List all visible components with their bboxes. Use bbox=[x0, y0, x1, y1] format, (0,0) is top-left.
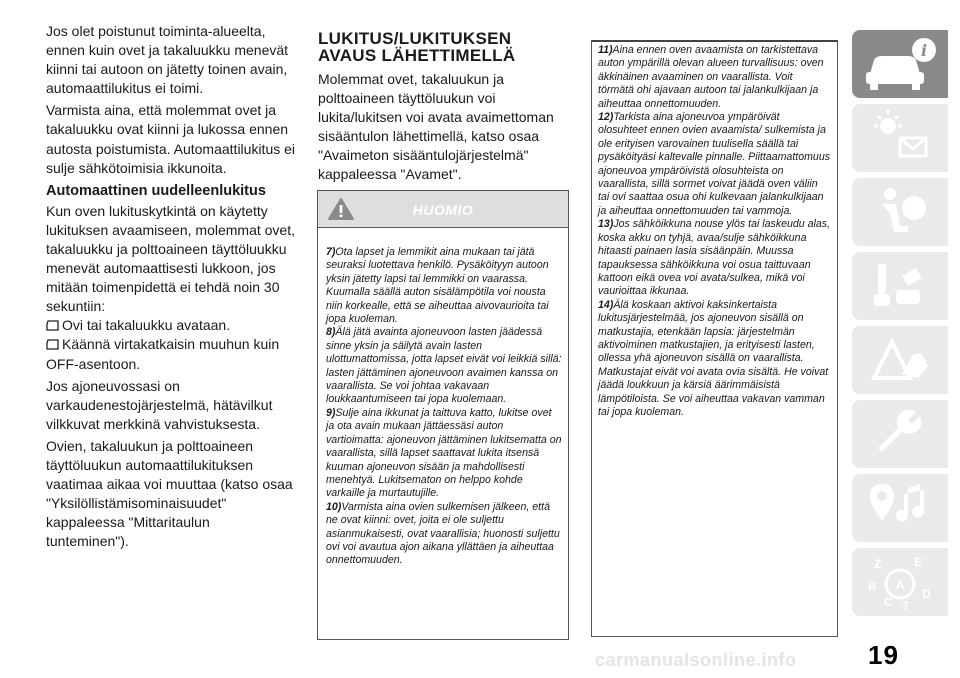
paragraph: Ovien, takaluukun ja polttoaineen täyttöluukun automaattilukituksen vaatimaa aikaa voi muuttaa (katso osaa "Yksilöllistämisominaisuudet" kappaleessa "Mittaritaulun tunteminen"). bbox=[46, 437, 293, 550]
tab-index[interactable] bbox=[852, 548, 948, 616]
tab-breakdown[interactable] bbox=[852, 326, 948, 394]
index-letter: C bbox=[884, 595, 893, 609]
note-text: Älä koskaan aktivoi kaksinkertaista lukitusjärjestelmää, jos ajoneuvon sisällä on matkustajia, etenkään lapsia: järjestelmän aktivoiminen matkustajien, ja erityisesti lasten, ollessa yhä ajoneuvon sisällä on vaarallista. Matkustajat eivät voi avata ovia sisältä. He voivat jäädä loukkuun ja kärsiä äärimmäisistä lämpötiloista. Se voi aiheuttaa vakavan vamman tai jopa kuoleman. bbox=[598, 298, 829, 418]
note-text: Älä jätä avainta ajoneuvoon lasten jäädessä sinne yksin ja säilytä avain lasten ulottumattomissa, jotta lapset eivät voi leikkiä sillä: lasten jättäminen ajoneuvoon avaimen kanssa on vaarallista. Se voi johtaa vakavaan loukkaantumiseen tai jopa kuolemaan. bbox=[326, 326, 562, 406]
car-door-bullet-icon bbox=[46, 320, 59, 331]
page-number: 19 bbox=[868, 640, 899, 670]
column-middle bbox=[318, 30, 568, 185]
note-number: 7) bbox=[326, 246, 336, 258]
section-title bbox=[318, 30, 568, 64]
section-title-line: AVAUS LÄHETTIMELLÄ bbox=[318, 46, 516, 65]
note-number: 14) bbox=[598, 298, 614, 311]
box-top-rule bbox=[592, 40, 837, 42]
tab-airbag[interactable] bbox=[852, 178, 948, 246]
paragraph: Jos olet poistunut toiminta-alueelta, ennen kuin ovet ja takaluukku menevät kiinni tai autoon on jätetty toinen avain, automaattilukitus ei toimi. bbox=[46, 23, 289, 97]
warning-note bbox=[326, 407, 562, 501]
section-heading: Automaattinen uudelleenlukitus bbox=[46, 182, 266, 199]
index-letter: D bbox=[922, 587, 931, 601]
note-number: 12) bbox=[598, 111, 614, 124]
breakdown-icon bbox=[852, 326, 948, 394]
list-item-text: Ovi tai takaluukku avataan. bbox=[62, 317, 231, 334]
warning-body bbox=[592, 40, 837, 419]
warning-note bbox=[598, 111, 831, 218]
warning-box bbox=[317, 190, 569, 640]
note-text: Ota lapset ja lemmikit aina mukaan tai jätä seuraksi luotettava henkilö. Pysäköityyn autoon yksin jätetty lapsi tai lemmikki on vaarassa. Kuumalla säällä auton sisälämpötila voi nousta niin korkealle, että se aiheuttaa aivovaurioita tai jopa kuoleman. bbox=[326, 246, 549, 326]
warning-header bbox=[318, 191, 568, 228]
wrench-icon bbox=[852, 400, 948, 468]
note-number: 13) bbox=[598, 218, 614, 231]
index-letter: E bbox=[914, 555, 923, 569]
paragraph: Varmista aina, että molemmat ovet ja takaluukku ovat kiinni ja lukossa ennen autosta poistumista. Automaattilukitus ei sulje sähkötoimisia ikkunoita. bbox=[46, 102, 296, 176]
list-item bbox=[46, 316, 296, 335]
note-number: 10) bbox=[326, 500, 342, 513]
tools-icon bbox=[852, 252, 948, 320]
paragraph-text: Kun oven lukituskytkintä on käytetty lukituksen avaamiseen, molemmat ovet, takaluukku ja polttoaineen täyttöluukku menevät automaattisesti lukkoon, jos mitään toimenpidettä ei tehdä noin 30 sekuntiin: bbox=[46, 202, 295, 315]
tab-warning-lights[interactable] bbox=[852, 104, 948, 172]
warning-note bbox=[326, 326, 562, 406]
airbag-icon bbox=[852, 178, 948, 246]
warning-note bbox=[326, 246, 562, 326]
tab-multimedia[interactable] bbox=[852, 474, 948, 542]
index-letter: B bbox=[868, 579, 877, 593]
note-number: 8) bbox=[326, 326, 336, 339]
list-item bbox=[46, 335, 296, 373]
note-text: Sulje aina ikkunat ja taittuva katto, lukitse ovet ja ota avain mukaan jättäessäsi auton vartioimatta: ajoneuvon jättäminen lukitsematta on vaarallista, sillä lapset saattavat lukita itsensä kuuman ajoneuvon sisään ja mahdollisesti menehtyä. Lukitsematon on helppo kohde varkaille ja murtautujille. bbox=[326, 406, 562, 500]
car-info-icon bbox=[852, 30, 948, 98]
warning-lights-icon bbox=[852, 104, 948, 172]
note-text: Tarkista aina ajoneuvoa ympäröivät olosuhteet ennen ovien avaamista/ sulkemista ja ole erityisen varovainen tuulisella säällä tai pysäköityäsi kaltevalle pinnalle. Piittaamattomuus ajoneuvoa ympäröivistä olosuhteista on vaarallista, sillä sormet voivat jäädä oven väliin tai ovi saattaa osua ohi kulkevaan jalankulkijaan ja aiheuttaa onnettomuuden tai vammoja. bbox=[598, 111, 831, 217]
note-number: 9) bbox=[326, 406, 336, 419]
svg-text:i: i bbox=[921, 41, 928, 60]
warning-note bbox=[598, 218, 831, 298]
index-icon bbox=[852, 548, 948, 616]
tab-maintenance[interactable] bbox=[852, 400, 948, 468]
paragraph bbox=[46, 202, 296, 374]
car-door-bullet-icon bbox=[46, 339, 59, 350]
section-title-line: LUKITUS/LUKITUKSEN bbox=[318, 29, 512, 48]
warning-body bbox=[318, 228, 568, 568]
warning-note bbox=[326, 501, 562, 568]
chapter-tabs bbox=[852, 30, 948, 630]
watermark: carmanualsonline.info bbox=[595, 650, 797, 670]
warning-title: HUOMIO bbox=[412, 202, 474, 218]
warning-box-continued bbox=[591, 40, 838, 637]
note-number: 11) bbox=[598, 44, 613, 56]
tab-car-info[interactable] bbox=[852, 30, 948, 98]
warning-note bbox=[598, 299, 831, 420]
list-item-text: Käännä virtakatkaisin muuhun kuin OFF-asentoon. bbox=[46, 336, 280, 372]
multimedia-icon bbox=[852, 474, 948, 542]
index-letter: T bbox=[902, 599, 910, 613]
note-text: Varmista aina ovien sulkemisen jälkeen, että ne ovat kiinni: ovet, joita ei ole suljettu asianmukaisesti, ovat vaarallisia; huonosti suljettu ovi voi avautua ajon aikana yllättäen ja aiheuttaa onnettomuuden. bbox=[326, 500, 560, 567]
note-text: Aina ennen oven avaamista on tarkistettava auton ympärillä olevan alueen turvallisuus: oven äkkinäinen avaaminen on vaarallista. Voit törmätä ohi ajavaan autoon tai jalankulkijaan ja aiheuttaa onnettomuuden. bbox=[598, 44, 824, 110]
column-left bbox=[46, 22, 296, 554]
intro-paragraph: Molemmat ovet, takaluukun ja polttoaineen täyttöluukun voi lukita/lukitsen voi avata avaimettoman sisääntulon lähettimellä, katso osaa "Avaimeton sisääntulojärjestelmä" kappaleessa "Avamet". bbox=[318, 71, 554, 183]
index-letter: Z bbox=[874, 557, 882, 571]
paragraph: Jos ajoneuvossasi on varkaudenestojärjestelmä, hätävilkut vilkkuvat merkkinä vahvistuksesta. bbox=[46, 377, 273, 432]
tab-tools[interactable] bbox=[852, 252, 948, 320]
note-text: Jos sähköikkuna nouse ylös tai laskeudu alas, koska akku on tyhjä, avaa/sulje sähköikkuna hitaasti painaen lasia sisäänpäin. Muussa tapauksessa sähköikkuna voi osua taittuvaan kattoon eikä ovea voi avata/sulkea, mikä voi vaurioittaa ikkunaa. bbox=[598, 218, 831, 298]
index-letter: A bbox=[896, 578, 905, 592]
warning-note bbox=[598, 44, 831, 111]
